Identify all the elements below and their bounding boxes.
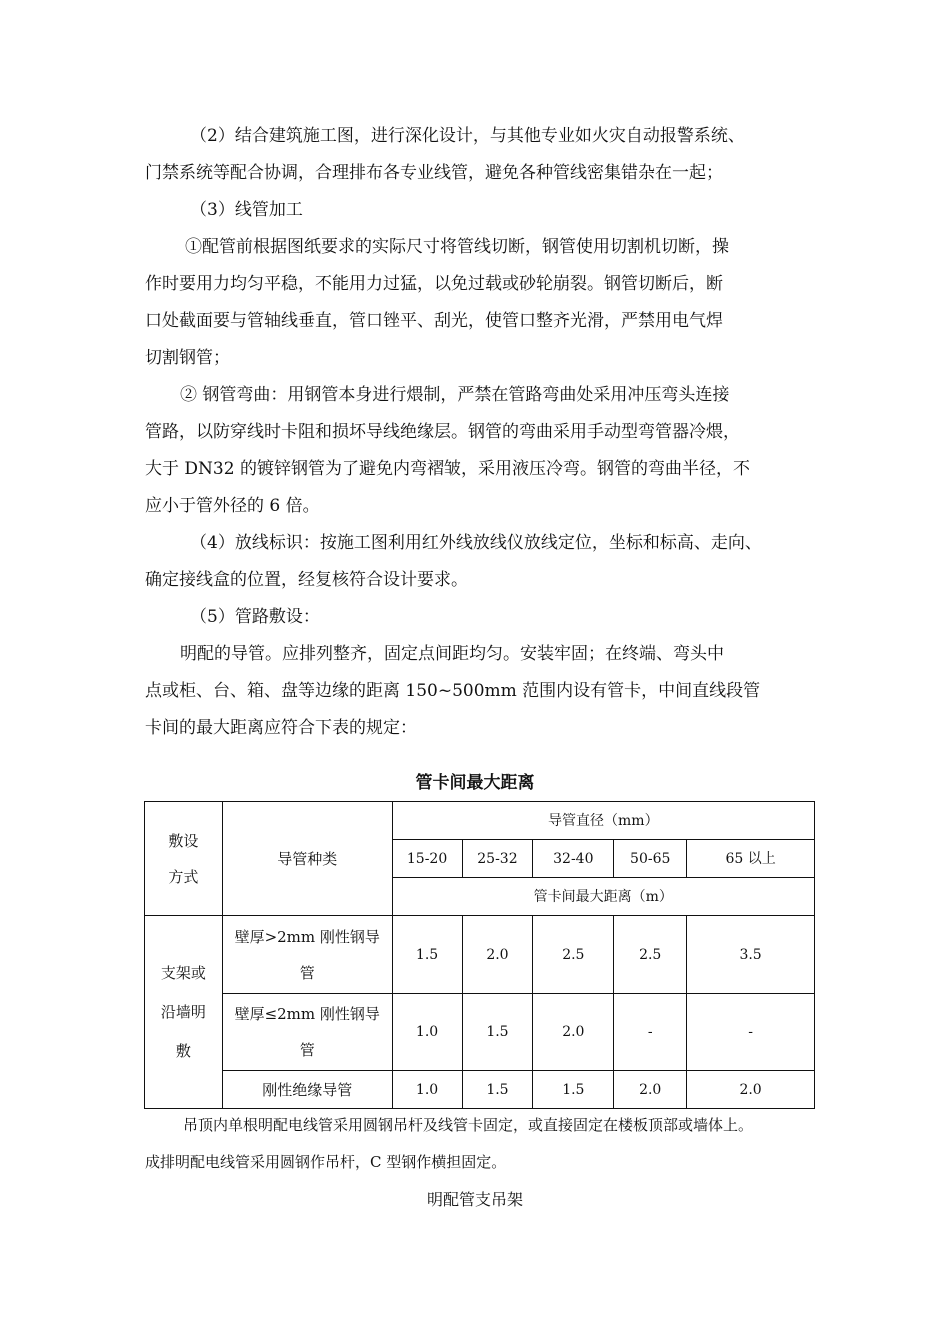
- method-line-3: 敷: [175, 1041, 191, 1060]
- para-3-line-4: 切割钢管；: [145, 348, 230, 368]
- para-4-line-4: 应小于管外径的 6 倍。: [145, 496, 320, 516]
- diameter-col-3: 32-40: [533, 840, 614, 878]
- method-line-2: 沿墙明: [160, 1002, 206, 1021]
- table-cell: 2.5: [533, 916, 614, 994]
- table-cell: 2.0: [462, 916, 533, 994]
- para-1-line-1: （2）结合建筑施工图，进行深化设计，与其他专业如火灾自动报警系统、: [190, 126, 745, 146]
- note-line-2: 成排明配电线管采用圆钢作吊杆，C 型钢作横担固定。: [145, 1153, 507, 1171]
- table-title: 管卡间最大距离: [415, 773, 535, 793]
- table-cell: -: [614, 994, 687, 1071]
- para-4-line-3: 大于 DN32 的镀锌钢管为了避免内弯褶皱，采用液压冷弯。钢管的弯曲半径，不: [145, 459, 750, 479]
- note-line-1: 吊顶内单根明配电线管采用圆钢吊杆及线管卡固定，或直接固定在楼板顶部或墙体上。: [183, 1116, 754, 1134]
- para-5-line-2: 确定接线盒的位置，经复核符合设计要求。: [145, 570, 468, 590]
- para-5-line-1: （4）放线标识：按施工图利用红外线放线仪放线定位，坐标和标高、走向、: [190, 533, 762, 553]
- type-cell-row-3: 刚性绝缘导管: [222, 1071, 392, 1109]
- para-4-line-1: ② 钢管弯曲：用钢管本身进行煨制，严禁在管路弯曲处采用冲压弯头连接: [180, 385, 730, 405]
- distance-header-cell: 管卡间最大距离（m）: [392, 878, 814, 916]
- para-3-line-1: ①配管前根据图纸要求的实际尺寸将管线切断，钢管使用切割机切断，操: [185, 237, 729, 257]
- table-cell: 1.5: [462, 1071, 533, 1109]
- type-row-1-line-2: 管: [299, 963, 315, 982]
- table-cell: 1.5: [392, 916, 462, 994]
- type-cell-row-2: [222, 994, 392, 1071]
- table-cell: 2.0: [614, 1071, 687, 1109]
- method-header-cell: [145, 802, 223, 916]
- table-cell: -: [687, 994, 815, 1071]
- table-cell: 2.5: [614, 916, 687, 994]
- diameter-col-4: 50-65: [614, 840, 687, 878]
- para-1-line-2: 门禁系统等配合协调，合理排布各专业线管，避免各种管线密集错杂在一起；: [145, 163, 723, 183]
- para-7-line-1: 明配的导管。应排列整齐，固定点间距均匀。安装牢固；在终端、弯头中: [180, 644, 724, 664]
- para-6: （5）管路敷设：: [190, 607, 320, 627]
- type-cell-row-1: [222, 916, 392, 994]
- type-row-2-line-2: 管: [299, 1041, 315, 1059]
- diameter-header-cell: 导管直径（mm）: [392, 802, 814, 840]
- table-cell: 1.0: [392, 1071, 462, 1109]
- table-cell: 2.0: [687, 1071, 815, 1109]
- table-cell: 1.5: [462, 994, 533, 1071]
- para-7-line-3: 卡间的最大距离应符合下表的规定：: [145, 718, 417, 738]
- method-line-1: 支架或: [160, 963, 206, 982]
- para-7-line-2: 点或柜、台、箱、盘等边缘的距离 150~500mm 范围内设有管卡，中间直线段管: [145, 681, 761, 701]
- para-3-line-3: 口处截面要与管轴线垂直，管口锉平、刮光，使管口整齐光滑，严禁用电气焊: [145, 311, 723, 331]
- para-3-line-2: 作时要用力均匀平稳，不能用力过猛，以免过载或砂轮崩裂。钢管切断后，断: [145, 274, 723, 294]
- figure-caption: 明配管支吊架: [426, 1190, 523, 1209]
- table-cell: 3.5: [687, 916, 815, 994]
- diameter-col-1: 15-20: [392, 840, 462, 878]
- type-row-2-line-1: 壁厚≤2mm 刚性钢导: [234, 1005, 380, 1023]
- table-cell: 1.5: [533, 1071, 614, 1109]
- clamp-distance-table: [144, 801, 815, 1109]
- method-cell: [145, 916, 223, 1109]
- diameter-col-5: 65 以上: [687, 840, 815, 878]
- table-cell: 1.0: [392, 994, 462, 1071]
- para-2: （3）线管加工: [190, 200, 303, 220]
- type-header-cell: 导管种类: [222, 802, 392, 916]
- type-row-1-line-1: 壁厚>2mm 刚性钢导: [234, 927, 380, 946]
- para-4-line-2: 管路，以防穿线时卡阻和损坏导线绝缘层。钢管的弯曲采用手动型弯管器冷煨，: [145, 422, 740, 442]
- method-header-line-2: 方式: [168, 867, 199, 886]
- table-cell: 2.0: [533, 994, 614, 1071]
- diameter-col-2: 25-32: [462, 840, 533, 878]
- method-header-line-1: 敷设: [168, 831, 199, 850]
